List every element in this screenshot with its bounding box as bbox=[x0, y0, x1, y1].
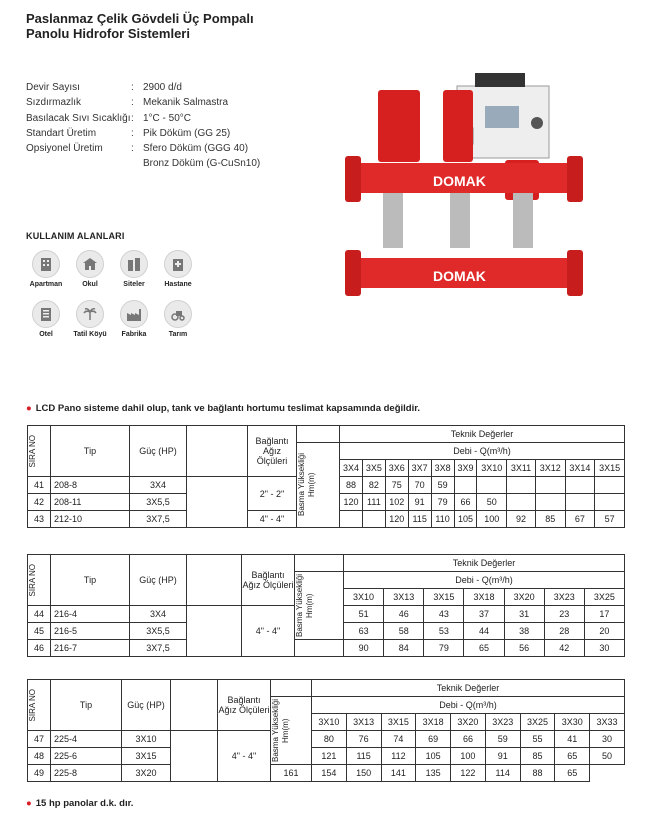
table-cell: 3X15 bbox=[381, 714, 416, 731]
spec-row: Basılacak Sıvı Sıcaklığı : 1°C - 50°C bbox=[26, 112, 192, 124]
table-cell: 105 bbox=[454, 511, 477, 528]
table-cell: 3X7,5 bbox=[130, 640, 187, 657]
table-cell: 88 bbox=[340, 477, 363, 494]
table-cell: 161 bbox=[271, 765, 312, 782]
table-cell: 43 bbox=[28, 511, 51, 528]
table-cell: 65 bbox=[555, 748, 590, 765]
table-cell: 79 bbox=[424, 640, 464, 657]
table-cell: 212-10 bbox=[51, 511, 130, 528]
table-cell: 59 bbox=[485, 731, 520, 748]
table-cell: SIRA NO bbox=[28, 555, 51, 606]
table-cell: 115 bbox=[346, 748, 381, 765]
note-top: ● LCD Pano sisteme dahil olup, tank ve bağlantı hortumu teslimat kapsamında değildir. bbox=[26, 403, 421, 414]
table-cell: 69 bbox=[416, 731, 451, 748]
table-cell: 85 bbox=[520, 748, 555, 765]
table-cell: 100 bbox=[451, 748, 486, 765]
brand-logo: DOMAK bbox=[433, 173, 486, 189]
spec-row: Opsiyonel Üretim : Sfero Döküm (GGG 40) bbox=[26, 143, 249, 155]
table-cell: 208-8 bbox=[51, 477, 130, 494]
table-cell bbox=[507, 477, 536, 494]
table-cell: Teknik Değerler bbox=[340, 426, 625, 443]
table-cell bbox=[362, 511, 385, 528]
table-cell: 79 bbox=[431, 494, 454, 511]
table-cell: 4" - 4" bbox=[218, 731, 271, 782]
table-cell: 154 bbox=[312, 765, 347, 782]
table-cell: Basma Yüksekliği Hm(m) bbox=[295, 572, 344, 640]
table-cell: 74 bbox=[381, 731, 416, 748]
table-cell bbox=[295, 640, 344, 657]
table-cell: 42 bbox=[28, 494, 51, 511]
table-cell: 225-6 bbox=[51, 748, 122, 765]
table-cell: 38 bbox=[504, 623, 544, 640]
usage-item: Apartman bbox=[24, 250, 68, 300]
table-cell: 141 bbox=[381, 765, 416, 782]
table-cell: Tip bbox=[51, 426, 130, 477]
table-cell: 51 bbox=[344, 606, 384, 623]
table-cell: 76 bbox=[346, 731, 381, 748]
table-cell: 66 bbox=[454, 494, 477, 511]
usage-icons bbox=[24, 250, 200, 350]
table-row bbox=[28, 731, 625, 748]
table-cell: 3X20 bbox=[451, 714, 486, 731]
table-cell bbox=[271, 680, 312, 697]
table-cell: 3X4 bbox=[340, 460, 363, 477]
table-cell bbox=[187, 606, 242, 623]
table-cell: 46 bbox=[384, 606, 424, 623]
table-cell: 17 bbox=[584, 606, 624, 623]
usage-item: Siteler bbox=[112, 250, 156, 300]
usage-title: KULLANIM ALANLARI bbox=[26, 231, 125, 241]
table-cell: 115 bbox=[408, 511, 431, 528]
table-cell bbox=[295, 555, 344, 572]
table-cell: 85 bbox=[535, 511, 565, 528]
table-cell bbox=[340, 511, 363, 528]
table-cell: 3X9 bbox=[454, 460, 477, 477]
table-cell: 3X20 bbox=[504, 589, 544, 606]
table-cell: Teknik Değerler bbox=[312, 680, 625, 697]
table-cell: 100 bbox=[477, 511, 507, 528]
usage-item: Okul bbox=[68, 250, 112, 300]
table-cell: 216-5 bbox=[51, 623, 130, 640]
table-cell: 122 bbox=[451, 765, 486, 782]
usage-item: Fabrika bbox=[112, 300, 156, 350]
table-cell: 28 bbox=[544, 623, 584, 640]
page-title: Paslanmaz Çelik Gövdeli Üç Pompalı Panolu Hidrofor Sistemleri bbox=[26, 11, 254, 41]
table-cell: 46 bbox=[28, 640, 51, 657]
table-cell bbox=[187, 477, 248, 494]
table-cell: 3X13 bbox=[346, 714, 381, 731]
table-cell bbox=[535, 494, 565, 511]
table-cell: 3X10 bbox=[477, 460, 507, 477]
table-cell: 4" - 4" bbox=[248, 511, 297, 528]
table-cell: 65 bbox=[555, 765, 590, 782]
table-cell: 3X5 bbox=[362, 460, 385, 477]
table-cell: 91 bbox=[485, 748, 520, 765]
table-cell: 4" - 4" bbox=[242, 606, 295, 657]
table-cell: 31 bbox=[504, 606, 544, 623]
table-cell: 3X25 bbox=[520, 714, 555, 731]
table-cell: 3X18 bbox=[464, 589, 504, 606]
table-cell: 216-4 bbox=[51, 606, 130, 623]
table-cell: 3X4 bbox=[130, 477, 187, 494]
table-cell: 44 bbox=[464, 623, 504, 640]
table-cell: 37 bbox=[464, 606, 504, 623]
table-cell: Güç (HP) bbox=[122, 680, 171, 731]
table-cell: 84 bbox=[384, 640, 424, 657]
table-cell: 3X15 bbox=[122, 748, 171, 765]
table-cell: 3X10 bbox=[122, 731, 171, 748]
table-cell bbox=[595, 477, 625, 494]
table-cell bbox=[187, 511, 248, 528]
table-cell: Basma Yüksekliği Hm(m) bbox=[271, 697, 312, 765]
table-cell bbox=[187, 426, 248, 477]
table-cell: 30 bbox=[590, 731, 625, 748]
table-cell: 3X20 bbox=[122, 765, 171, 782]
table-cell: 50 bbox=[590, 748, 625, 765]
table-cell: 65 bbox=[464, 640, 504, 657]
table-cell: 3X13 bbox=[384, 589, 424, 606]
table-cell bbox=[187, 555, 242, 606]
agriculture-icon bbox=[164, 300, 192, 328]
spec-row: Standart Üretim : Pik Döküm (GG 25) bbox=[26, 127, 231, 139]
table-cell: 90 bbox=[344, 640, 384, 657]
table-cell: 43 bbox=[424, 606, 464, 623]
table-cell: 50 bbox=[477, 494, 507, 511]
table-cell: 41 bbox=[555, 731, 590, 748]
table-cell: 42 bbox=[544, 640, 584, 657]
table-cell: Bağlantı Ağız Ölçüleri bbox=[248, 426, 297, 477]
table-cell bbox=[171, 765, 218, 782]
table-cell bbox=[297, 426, 340, 443]
brand-logo: DOMAK bbox=[433, 268, 486, 284]
table-cell: 102 bbox=[385, 494, 408, 511]
table-cell: SIRA NO bbox=[28, 426, 51, 477]
table-cell: 216-7 bbox=[51, 640, 130, 657]
table-cell: 112 bbox=[381, 748, 416, 765]
table-cell: 3X33 bbox=[590, 714, 625, 731]
table-row bbox=[28, 748, 625, 765]
table-cell: Tip bbox=[51, 680, 122, 731]
table-cell bbox=[595, 494, 625, 511]
table-cell: 2" - 2" bbox=[248, 477, 297, 511]
table-cell bbox=[507, 494, 536, 511]
table-cell: Bağlantı Ağız Ölçüleri bbox=[242, 555, 295, 606]
table-cell: 20 bbox=[584, 623, 624, 640]
table-cell: Güç (HP) bbox=[130, 426, 187, 477]
table-cell: 3X7,5 bbox=[130, 511, 187, 528]
table-cell: 3X12 bbox=[535, 460, 565, 477]
table-cell: 3X8 bbox=[431, 460, 454, 477]
factory-icon bbox=[120, 300, 148, 328]
table-cell: Teknik Değerler bbox=[344, 555, 625, 572]
note-bottom: ● 15 hp panolar d.k. dır. bbox=[26, 798, 134, 809]
table-cell: 59 bbox=[431, 477, 454, 494]
table-cell: 41 bbox=[28, 477, 51, 494]
table-cell: 3X11 bbox=[507, 460, 536, 477]
table-cell: 208-11 bbox=[51, 494, 130, 511]
table-cell bbox=[565, 477, 595, 494]
spec-row: Sızdırmazlık : Mekanik Salmastra bbox=[26, 97, 229, 109]
table-cell: 57 bbox=[595, 511, 625, 528]
school-icon bbox=[76, 250, 104, 278]
table-cell: 80 bbox=[312, 731, 347, 748]
table-cell: 82 bbox=[362, 477, 385, 494]
usage-item: Tarım bbox=[156, 300, 200, 350]
table-cell: 75 bbox=[385, 477, 408, 494]
table-cell: 3X5,5 bbox=[130, 494, 187, 511]
usage-item: Otel bbox=[24, 300, 68, 350]
complex-icon bbox=[120, 250, 148, 278]
spec-table-2 bbox=[27, 554, 625, 657]
table-cell: 120 bbox=[385, 511, 408, 528]
pump-system-image bbox=[345, 68, 585, 313]
table-cell: 3X23 bbox=[485, 714, 520, 731]
table-row bbox=[28, 640, 625, 657]
table-cell: SIRA NO bbox=[28, 680, 51, 731]
table-cell: 53 bbox=[424, 623, 464, 640]
usage-item: Tatil Köyü bbox=[68, 300, 112, 350]
table-cell: 56 bbox=[504, 640, 544, 657]
table-cell: 58 bbox=[384, 623, 424, 640]
table-cell: 3X6 bbox=[385, 460, 408, 477]
table-cell: 63 bbox=[344, 623, 384, 640]
table-cell: Bağlantı Ağız Ölçüleri bbox=[218, 680, 271, 731]
spec-list bbox=[26, 80, 260, 172]
table-cell bbox=[565, 494, 595, 511]
table-cell: 3X10 bbox=[312, 714, 347, 731]
table-cell bbox=[454, 477, 477, 494]
table-cell: 105 bbox=[416, 748, 451, 765]
table-cell: 225-8 bbox=[51, 765, 122, 782]
table-cell bbox=[171, 680, 218, 731]
table-cell: 110 bbox=[431, 511, 454, 528]
table-cell bbox=[171, 731, 218, 748]
table-cell: 92 bbox=[507, 511, 536, 528]
table-cell: 3X7 bbox=[408, 460, 431, 477]
table-cell: Basma Yüksekliği Hm(m) bbox=[297, 443, 340, 528]
spec-row: Devir Sayısı : 2900 d/d bbox=[26, 82, 182, 93]
table-cell: 135 bbox=[416, 765, 451, 782]
table-cell bbox=[171, 748, 218, 765]
table-cell: 120 bbox=[340, 494, 363, 511]
resort-icon bbox=[76, 300, 104, 328]
table-cell: 47 bbox=[28, 731, 51, 748]
table-cell: 3X15 bbox=[595, 460, 625, 477]
table-cell: 55 bbox=[520, 731, 555, 748]
table-cell: Tip bbox=[51, 555, 130, 606]
hotel-icon bbox=[32, 300, 60, 328]
table-cell: 91 bbox=[408, 494, 431, 511]
table-cell: 3X5,5 bbox=[130, 623, 187, 640]
table-cell: 114 bbox=[485, 765, 520, 782]
table-cell: Güç (HP) bbox=[130, 555, 187, 606]
table-cell: 66 bbox=[451, 731, 486, 748]
table-cell: 3X14 bbox=[565, 460, 595, 477]
apartment-icon bbox=[32, 250, 60, 278]
table-cell: 150 bbox=[346, 765, 381, 782]
table-cell: 3X25 bbox=[584, 589, 624, 606]
table-cell: 3X15 bbox=[424, 589, 464, 606]
table-cell: 225-4 bbox=[51, 731, 122, 748]
spec-table-3 bbox=[27, 679, 625, 782]
table-cell bbox=[477, 477, 507, 494]
table-cell: 23 bbox=[544, 606, 584, 623]
usage-item: Hastane bbox=[156, 250, 200, 300]
table-cell: 3X30 bbox=[555, 714, 590, 731]
table-cell: Debi - Q(m³/h) bbox=[312, 697, 625, 714]
table-cell: 3X10 bbox=[344, 589, 384, 606]
table-cell: 45 bbox=[28, 623, 51, 640]
table-cell bbox=[187, 494, 248, 511]
table-cell: 121 bbox=[312, 748, 347, 765]
table-cell: 3X23 bbox=[544, 589, 584, 606]
table-cell: 30 bbox=[584, 640, 624, 657]
table-cell: 111 bbox=[362, 494, 385, 511]
table-cell: 3X18 bbox=[416, 714, 451, 731]
table-cell bbox=[535, 477, 565, 494]
spec-table-1 bbox=[27, 425, 625, 528]
spec-row: Bronz Döküm (G-CuSn10) bbox=[143, 158, 261, 170]
table-cell: 88 bbox=[520, 765, 555, 782]
table-cell: Debi - Q(m³/h) bbox=[340, 443, 625, 460]
table-cell: 67 bbox=[565, 511, 595, 528]
table-cell: Debi - Q(m³/h) bbox=[344, 572, 625, 589]
table-cell: 44 bbox=[28, 606, 51, 623]
table-cell: 3X4 bbox=[130, 606, 187, 623]
table-cell: 48 bbox=[28, 748, 51, 765]
table-cell bbox=[187, 623, 242, 640]
table-cell: 70 bbox=[408, 477, 431, 494]
hospital-icon bbox=[164, 250, 192, 278]
table-cell: 49 bbox=[28, 765, 51, 782]
table-row bbox=[28, 765, 625, 782]
table-cell bbox=[187, 640, 242, 657]
